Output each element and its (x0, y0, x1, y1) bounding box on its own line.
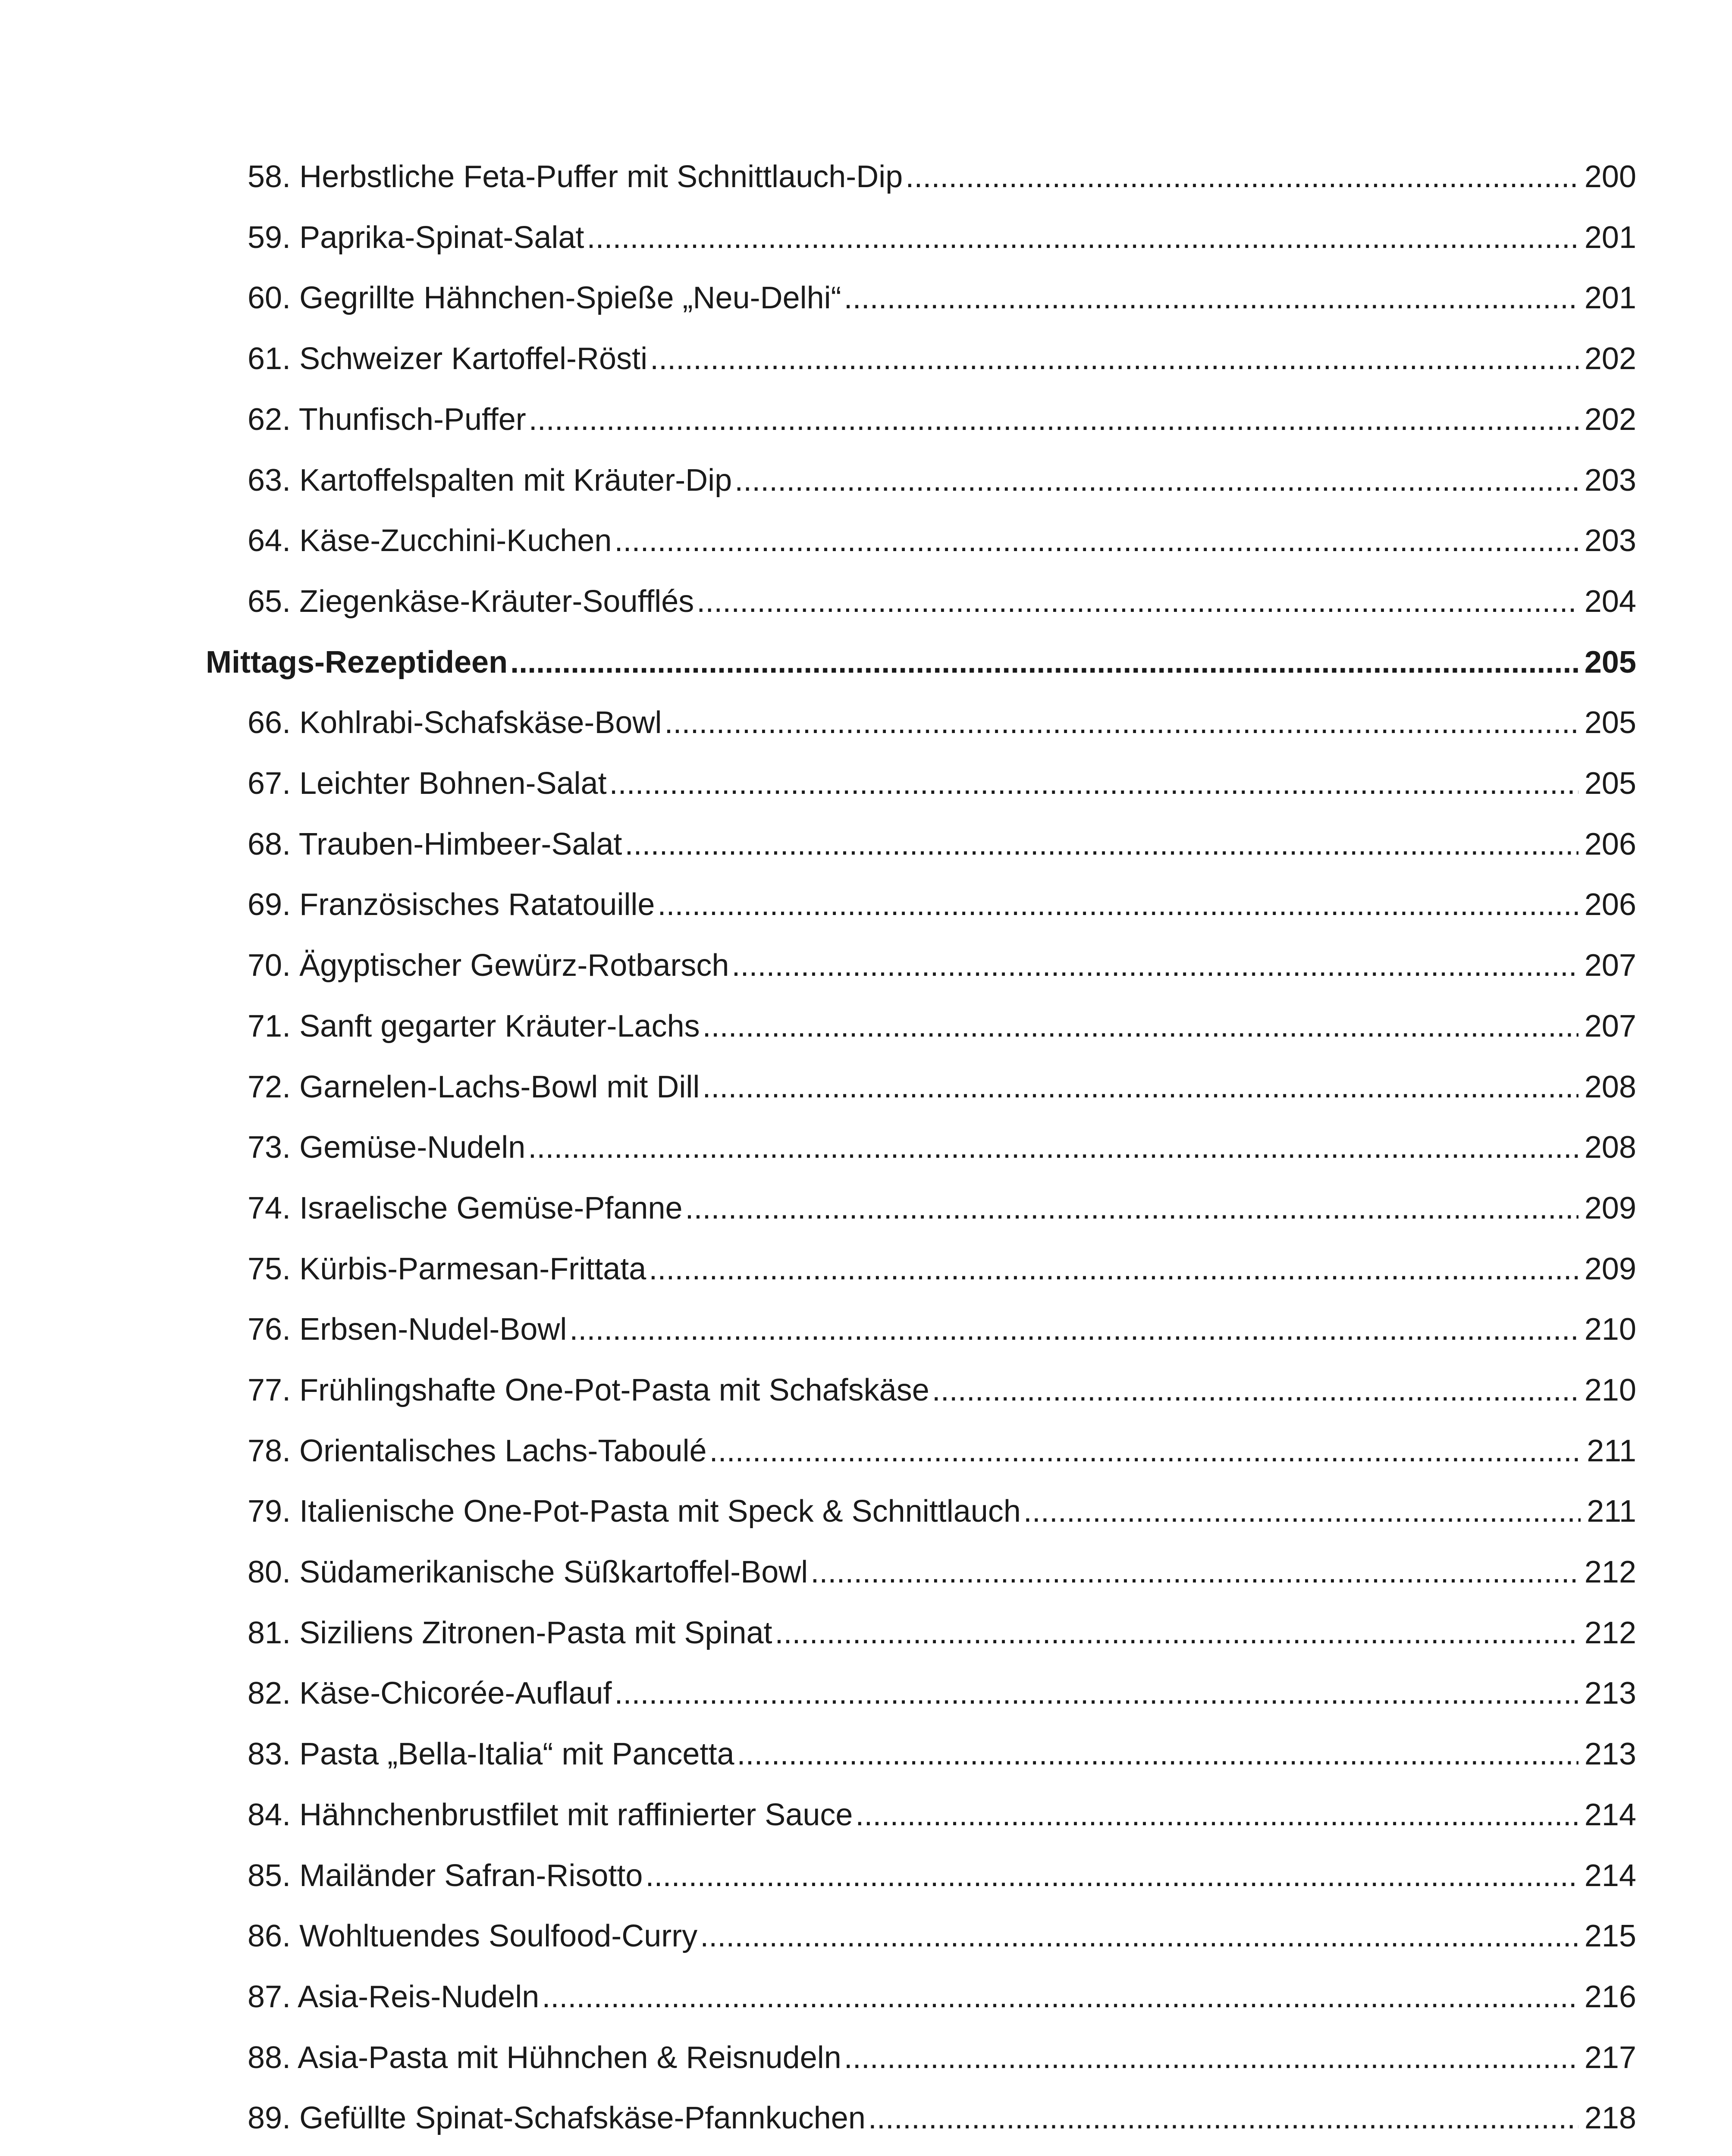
toc-dot-leader (624, 821, 1578, 868)
toc-page-number: 202 (1584, 402, 1636, 437)
toc-page-number: 216 (1584, 1980, 1636, 2014)
toc-dot-leader (737, 1730, 1578, 1778)
toc-dot-leader (542, 1973, 1578, 2021)
toc-page-number: 208 (1584, 1070, 1636, 1104)
toc-dot-leader (510, 639, 1578, 686)
toc-page-number: 209 (1584, 1191, 1636, 1225)
toc-page-number: 214 (1584, 1798, 1636, 1832)
toc-dot-leader (775, 1609, 1578, 1657)
toc-entry-title: 89. Gefüllte Spinat-Schafskäse-Pfannkuchen (248, 2101, 866, 2135)
toc-entry[interactable] (248, 396, 1636, 443)
toc-entry-title: 59. Paprika-Spinat-Salat (248, 220, 584, 255)
toc-entry-title: 84. Hähnchenbrustfilet mit raffinierter Sauce (248, 1798, 853, 1832)
toc-entry-title: 81. Siziliens Zitronen-Pasta mit Spinat (248, 1616, 772, 1650)
toc-entry-title: 76. Erbsen-Nudel-Bowl (248, 1312, 567, 1347)
toc-entry[interactable] (248, 335, 1636, 382)
toc-page-number: 212 (1584, 1555, 1636, 1589)
toc-entry[interactable] (248, 517, 1636, 564)
toc-dot-leader (528, 1124, 1578, 1171)
toc-dot-leader (529, 396, 1578, 443)
toc-page-number: 213 (1584, 1737, 1636, 1771)
toc-dot-leader (700, 1912, 1578, 1960)
toc-dot-leader (810, 1548, 1578, 1596)
toc-entry-title: 63. Kartoffelspalten mit Kräuter-Dip (248, 463, 732, 498)
toc-page-number: 201 (1584, 281, 1636, 315)
toc-entry-title: 71. Sanft gegarter Kräuter-Lachs (248, 1009, 700, 1044)
toc-entry[interactable] (248, 1488, 1636, 1535)
toc-page-number: 205 (1584, 645, 1636, 680)
toc-page-number: 206 (1584, 827, 1636, 862)
toc-page-number: 211 (1587, 1494, 1636, 1529)
toc-entry-title: 72. Garnelen-Lachs-Bowl mit Dill (248, 1070, 700, 1104)
toc-entry-title: Mittags-Rezeptideen (206, 645, 508, 680)
toc-page-number: 203 (1584, 523, 1636, 558)
toc-entry-title: 87. Asia-Reis-Nudeln (248, 1980, 540, 2014)
toc-page-number: 205 (1584, 705, 1636, 740)
toc-entry-title: 83. Pasta „Bella-Italia“ mit Pancetta (248, 1737, 734, 1771)
toc-entry[interactable] (248, 457, 1636, 504)
toc-entry-title: 62. Thunfisch-Puffer (248, 402, 526, 437)
toc-dot-leader (734, 457, 1578, 504)
toc-entry-title: 66. Kohlrabi-Schafskäse-Bowl (248, 705, 662, 740)
toc-entry[interactable] (248, 1427, 1636, 1475)
toc-entry[interactable] (248, 1366, 1636, 1414)
toc-entry[interactable] (248, 274, 1636, 322)
toc-dot-leader (685, 1185, 1578, 1232)
toc-dot-leader (650, 335, 1578, 382)
toc-page-number: 210 (1584, 1312, 1636, 1347)
toc-dot-leader (702, 1063, 1578, 1111)
toc-entry-title: 58. Herbstliche Feta-Puffer mit Schnittlauch-Dip (248, 160, 903, 194)
toc-page-number: 213 (1584, 1676, 1636, 1711)
toc-dot-leader (657, 881, 1578, 928)
toc-entry-title: 75. Kürbis-Parmesan-Frittata (248, 1252, 646, 1286)
toc-entry[interactable] (248, 699, 1636, 746)
toc-page-number: 217 (1584, 2040, 1636, 2075)
toc-dot-leader (905, 153, 1578, 201)
toc-dot-leader (868, 2094, 1578, 2142)
toc-entry[interactable] (248, 760, 1636, 807)
toc-entry[interactable] (248, 578, 1636, 625)
toc-dot-leader (844, 274, 1578, 322)
toc-page-number: 209 (1584, 1252, 1636, 1286)
toc-entry[interactable] (248, 1973, 1636, 2021)
toc-entry-title: 61. Schweizer Kartoffel-Rösti (248, 342, 648, 376)
toc-entry-title: 82. Käse-Chicorée-Auflauf (248, 1676, 612, 1711)
toc-dot-leader (664, 699, 1578, 746)
toc-entry-title: 70. Ägyptischer Gewürz-Rotbarsch (248, 948, 729, 983)
toc-entry-title: 60. Gegrillte Hähnchen-Spieße „Neu-Delhi“ (248, 281, 841, 315)
toc-dot-leader (697, 578, 1578, 625)
toc-entry-title: 74. Israelische Gemüse-Pfanne (248, 1191, 683, 1225)
toc-entry[interactable] (248, 881, 1636, 928)
toc-entry[interactable] (248, 1063, 1636, 1111)
toc-entry[interactable] (248, 1670, 1636, 1717)
toc-dot-leader (649, 1245, 1578, 1293)
toc-page-number: 207 (1584, 948, 1636, 983)
toc-page-number: 208 (1584, 1130, 1636, 1165)
toc-entry[interactable] (248, 1185, 1636, 1232)
toc-entry-title: 78. Orientalisches Lachs-Taboulé (248, 1434, 707, 1468)
toc-page-number: 211 (1587, 1434, 1636, 1468)
toc-entry[interactable] (248, 1852, 1636, 1899)
toc-entry[interactable] (248, 942, 1636, 989)
toc-entry[interactable] (248, 1791, 1636, 1839)
toc-page-number: 200 (1584, 160, 1636, 194)
toc-dot-leader (703, 1003, 1578, 1050)
toc-dot-leader (587, 214, 1578, 261)
toc-dot-leader (855, 1791, 1578, 1839)
toc-dot-leader (709, 1427, 1581, 1475)
toc-entry[interactable] (248, 1609, 1636, 1657)
toc-dot-leader (1023, 1488, 1581, 1535)
toc-entry-title: 79. Italienische One-Pot-Pasta mit Speck & Schnittlauch (248, 1494, 1021, 1529)
toc-entry-title: 88. Asia-Pasta mit Hühnchen & Reisnudeln (248, 2040, 841, 2075)
toc-dot-leader (609, 760, 1578, 807)
toc-entry-title: 64. Käse-Zucchini-Kuchen (248, 523, 612, 558)
toc-entry[interactable] (248, 2094, 1636, 2142)
toc-page-number: 202 (1584, 342, 1636, 376)
toc-dot-leader (731, 942, 1578, 989)
toc-page-number: 218 (1584, 2101, 1636, 2135)
toc-dot-leader (645, 1852, 1578, 1899)
toc-section-heading[interactable] (206, 639, 1636, 686)
toc-page-number: 210 (1584, 1373, 1636, 1407)
toc-entry-title: 65. Ziegenkäse-Kräuter-Soufflés (248, 584, 694, 619)
toc-entry[interactable] (248, 1245, 1636, 1293)
toc-entry-title: 73. Gemüse-Nudeln (248, 1130, 526, 1165)
toc-entry-title: 67. Leichter Bohnen-Salat (248, 766, 607, 801)
toc-page-number: 206 (1584, 887, 1636, 922)
toc-dot-leader (614, 517, 1578, 564)
toc-dot-leader (614, 1670, 1578, 1717)
toc-entry[interactable] (248, 1003, 1636, 1050)
toc-page-number: 201 (1584, 220, 1636, 255)
toc-dot-leader (844, 2034, 1578, 2081)
toc-page-number: 214 (1584, 1858, 1636, 1893)
toc-entry-title: 77. Frühlingshafte One-Pot-Pasta mit Schafskäse (248, 1373, 929, 1407)
toc-dot-leader (569, 1306, 1578, 1353)
toc-entry-title: 69. Französisches Ratatouille (248, 887, 655, 922)
toc-entry[interactable] (248, 1912, 1636, 1960)
toc-page-number: 207 (1584, 1009, 1636, 1044)
toc-page-number: 215 (1584, 1919, 1636, 1953)
toc-entry[interactable] (248, 1730, 1636, 1778)
toc-entry-title: 86. Wohltuendes Soulfood-Curry (248, 1919, 698, 1953)
toc-entry[interactable] (248, 1548, 1636, 1596)
toc-dot-leader (932, 1366, 1578, 1414)
toc-entry[interactable] (248, 1306, 1636, 1353)
toc-entry[interactable] (248, 214, 1636, 261)
toc-entry[interactable] (248, 153, 1636, 201)
toc-page-number: 204 (1584, 584, 1636, 619)
toc-page-number: 212 (1584, 1616, 1636, 1650)
toc-entry[interactable] (248, 1124, 1636, 1171)
toc-page-number: 203 (1584, 463, 1636, 498)
toc-entry[interactable] (248, 821, 1636, 868)
toc-entry[interactable] (248, 2034, 1636, 2081)
toc-entry-title: 68. Trauben-Himbeer-Salat (248, 827, 622, 862)
toc-entry-title: 80. Südamerikanische Süßkartoffel-Bowl (248, 1555, 808, 1589)
toc-page-number: 205 (1584, 766, 1636, 801)
toc-entry-title: 85. Mailänder Safran-Risotto (248, 1858, 643, 1893)
